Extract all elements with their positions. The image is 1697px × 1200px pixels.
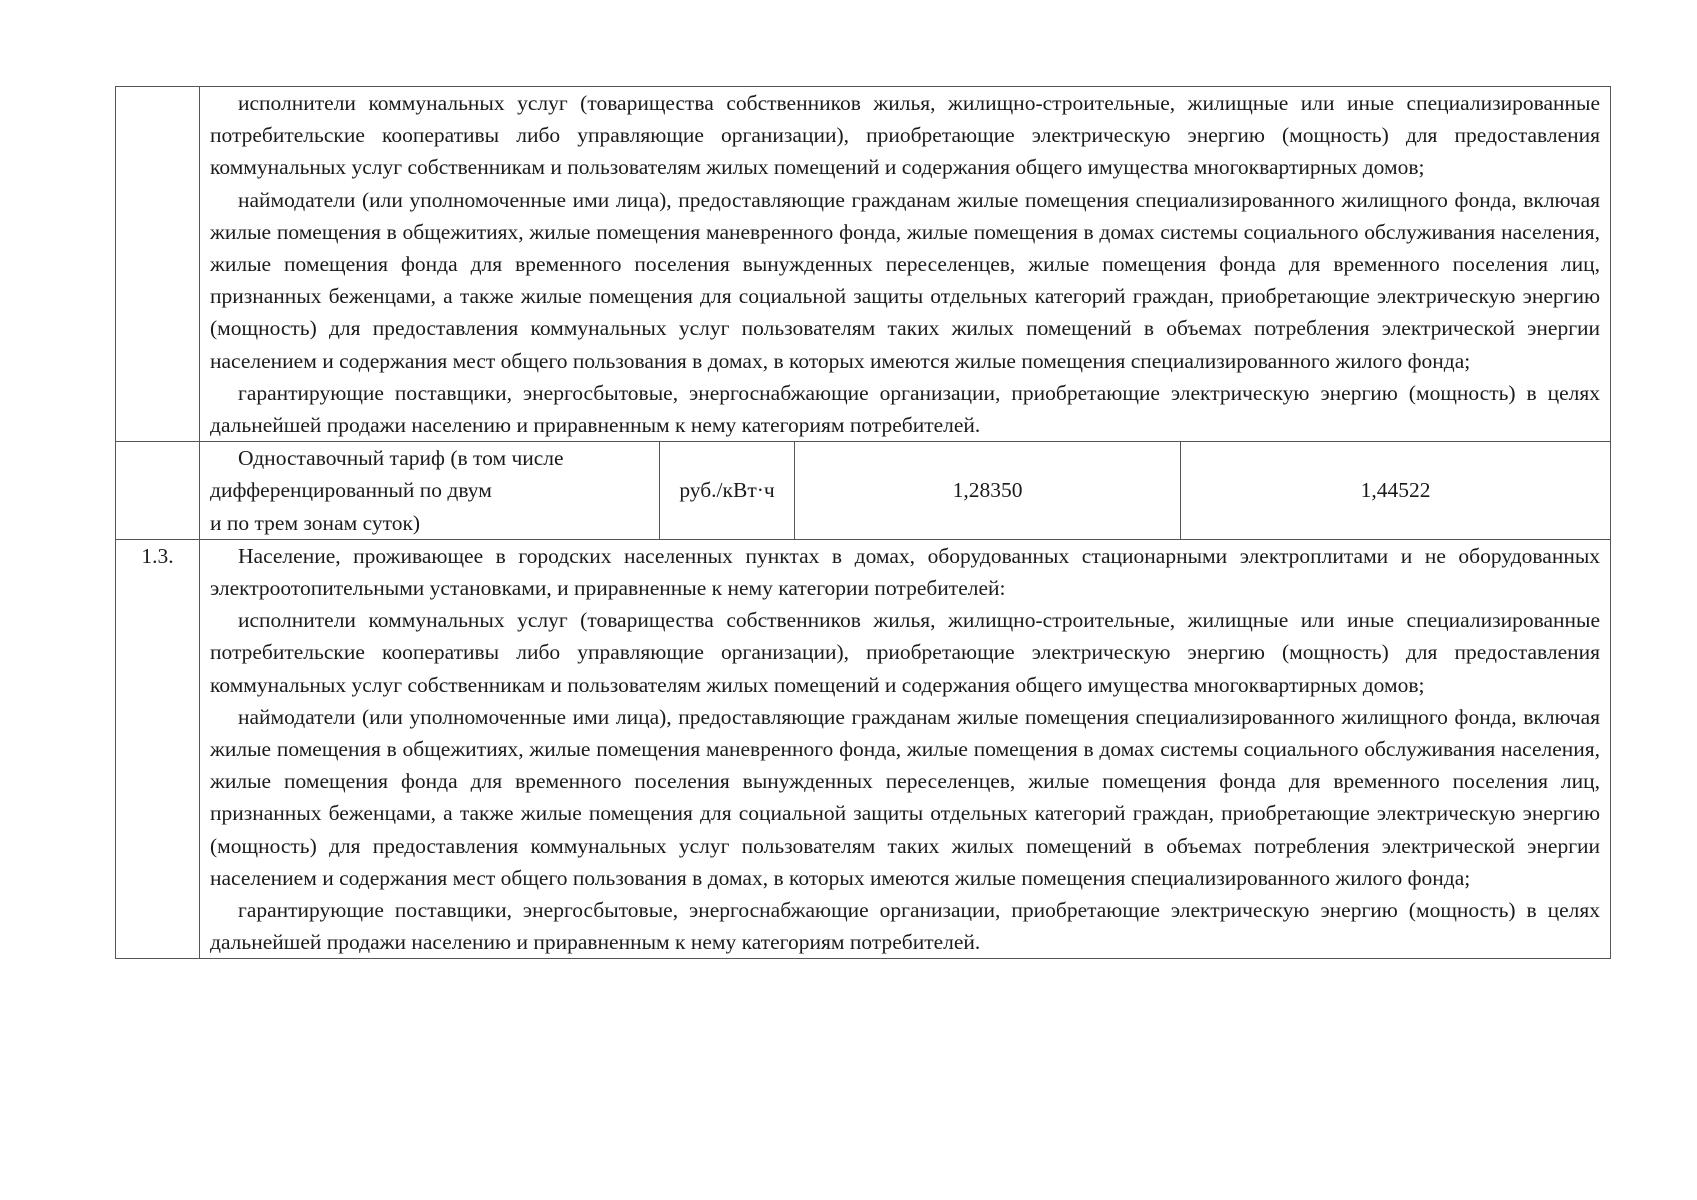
tariff-label-line: и по трем зонам суток) xyxy=(210,510,421,535)
tariff-label-line: дифференцированный по двум xyxy=(210,478,492,503)
description-paragraph: Население, проживающее в городских населенных пунктах в домах, оборудованных стационарными электроплитами и не оборудованных электроотопительными установками, и приравненные к нему категории потребителей: xyxy=(210,543,1601,601)
tariff-value-cell xyxy=(1181,442,1611,540)
description-paragraph: наймодатели (или уполномоченные ими лица), предоставляющие гражданам жилые помещения специализированного жилищного фонда, включая жилые помещения в общежитиях, жилые помещения маневренного фонда, жилые помещения в домах системы социального обслуживания населения, жилые помещения фонда для временного поселения вынужденных переселенцев, жилые помещения фонда для временного поселения лиц, признанных беженцами, а также жилые помещения для социальной защиты отдельных категорий граждан, приобретающие электрическую энергию (мощность) для предоставления коммунальных услуг пользователям таких жилых помещений в объемах потребления электрической энергии населением и содержания мест общего пользования в домах, в которых имеются жилые помещения специализированного жилого фонда; xyxy=(210,187,1601,373)
tariff-value: 1,44522 xyxy=(1360,478,1431,503)
tariff-value: 1,28350 xyxy=(952,478,1023,503)
description-paragraph: исполнители коммунальных услуг (товарищества собственников жилья, жилищно-строительные, жилищные или иные специализированные потребительские кооперативы либо управляющие организации), приобретающие электрическую энергию (мощность) для предоставления коммунальных услуг собственникам и пользователям жилых помещений и содержания общего имущества многоквартирных домов; xyxy=(210,91,1601,180)
tariff-label-line: Одноставочный тариф (в том числе xyxy=(238,446,564,471)
table-row xyxy=(116,87,1611,442)
description-paragraph: гарантирующие поставщики, энергосбытовые, энергоснабжающие организации, приобретающие электрическую энергию (мощность) в целях дальнейшей продажи населению и приравненным к нему категориям потребителей. xyxy=(210,380,1601,438)
row-number-cell xyxy=(116,539,200,959)
description-paragraph: наймодатели (или уполномоченные ими лица), предоставляющие гражданам жилые помещения специализированного жилищного фонда, включая жилые помещения в общежитиях, жилые помещения маневренного фонда, жилые помещения в домах системы социального обслуживания населения, жилые помещения фонда для временного поселения вынужденных переселенцев, жилые помещения фонда для временного поселения лиц, признанных беженцами, а также жилые помещения для социальной защиты отдельных категорий граждан, приобретающие электрическую энергию (мощность) для предоставления коммунальных услуг пользователям таких жилых помещений в объемах потребления электрической энергии населением и содержания мест общего пользования в домах, в которых имеются жилые помещения специализированного жилого фонда; xyxy=(210,704,1601,890)
consumer-description-cell xyxy=(200,539,1611,959)
unit-cell xyxy=(660,442,795,540)
tariff-label-cell xyxy=(200,442,660,540)
description-paragraph: исполнители коммунальных услуг (товарищества собственников жилья, жилищно-строительные, жилищные или иные специализированные потребительские кооперативы либо управляющие организации), приобретающие электрическую энергию (мощность) для предоставления коммунальных услуг собственникам и пользователям жилых помещений и содержания общего имущества многоквартирных домов; xyxy=(210,608,1601,697)
tariff-table xyxy=(115,86,1611,959)
row-number-cell xyxy=(116,442,200,540)
row-number: 1.3. xyxy=(141,543,174,568)
consumer-description-cell xyxy=(200,87,1611,442)
table-row xyxy=(116,442,1611,540)
description-paragraph: гарантирующие поставщики, энергосбытовые, энергоснабжающие организации, приобретающие электрическую энергию (мощность) в целях дальнейшей продажи населению и приравненным к нему категориям потребителей. xyxy=(210,898,1601,955)
row-number-cell xyxy=(116,87,200,442)
tariff-value-cell xyxy=(795,442,1181,540)
table-row xyxy=(116,539,1611,959)
unit-text: руб./кВт·ч xyxy=(679,478,775,503)
